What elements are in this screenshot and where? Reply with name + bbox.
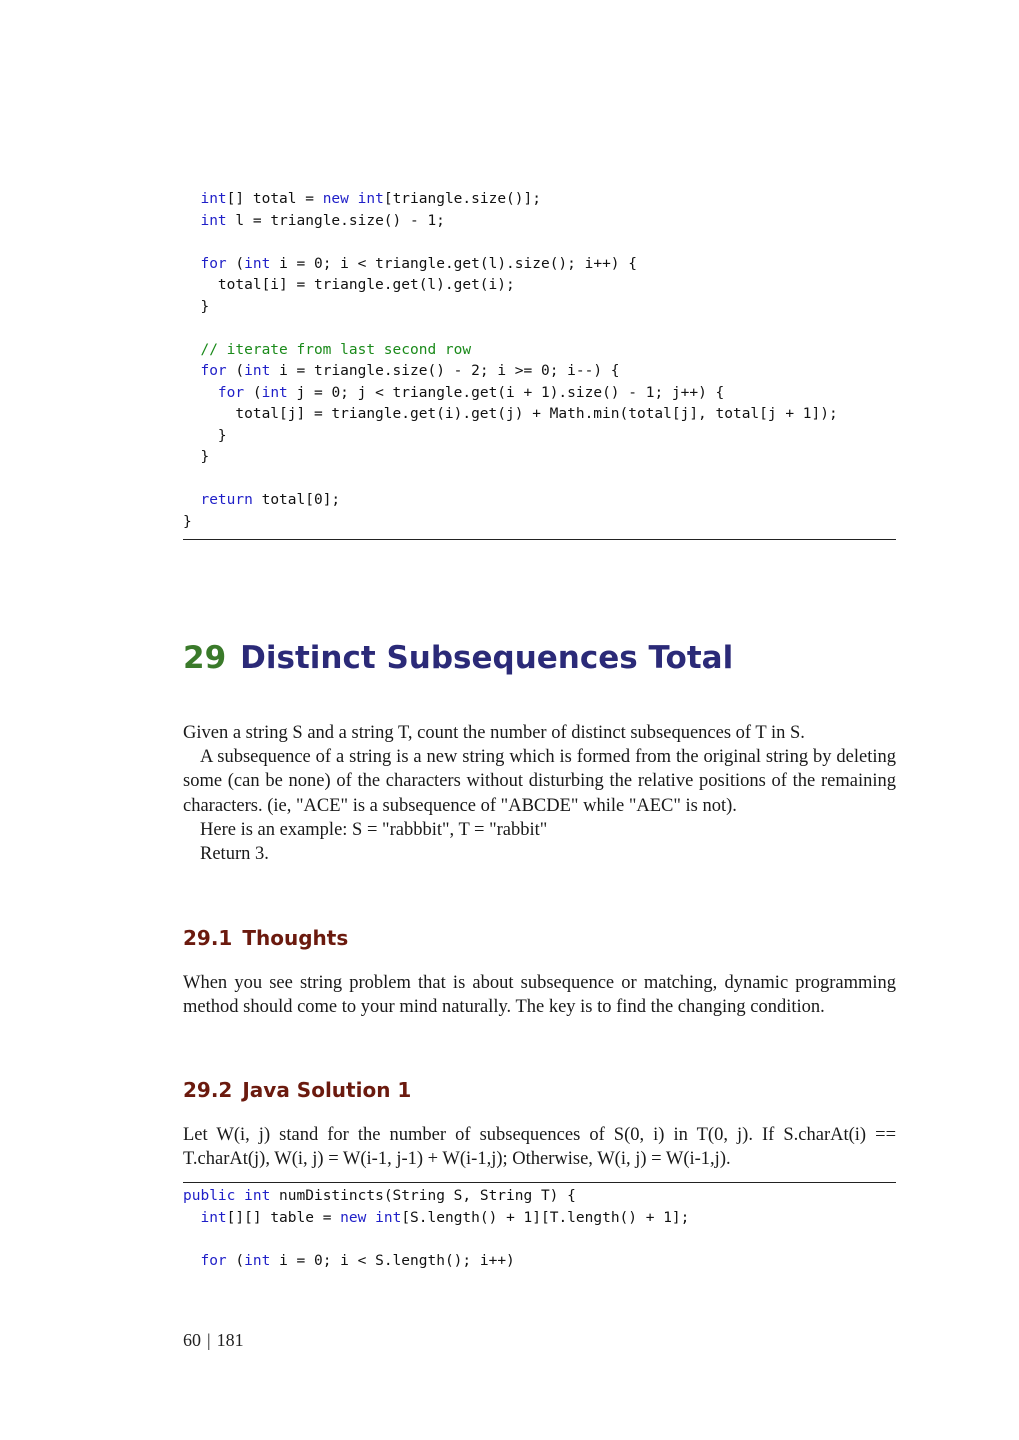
intro-text xyxy=(183,721,896,866)
code-token: for xyxy=(200,363,227,379)
code-token xyxy=(183,342,200,358)
code-token: for xyxy=(200,255,227,272)
code-token: int xyxy=(244,363,271,379)
code-token: l = triangle.size() - 1; xyxy=(226,212,445,229)
code-line xyxy=(183,404,838,426)
code-token: int xyxy=(244,255,271,272)
intro-paragraph-2: A subsequence of a string is a new string which is formed from the original string by deleting some (can be none) of the characters without disturbing the relative positions of the remaining characters. (ie, "ACE" is a subsequence of "ABCDE" while "AEC" is not). xyxy=(183,747,896,816)
code-token xyxy=(183,256,200,272)
section-title: Thoughts xyxy=(242,926,349,950)
code-token xyxy=(183,492,200,508)
section-heading-java-solution xyxy=(183,1078,411,1102)
chapter-heading xyxy=(183,640,733,676)
section-title: Java Solution 1 xyxy=(242,1078,412,1102)
code-token: int xyxy=(261,384,288,401)
code-token: public xyxy=(183,1188,236,1204)
code-token: } xyxy=(183,449,210,465)
code-token xyxy=(183,1210,200,1226)
code-token xyxy=(183,1253,200,1269)
code-token: } xyxy=(183,298,210,315)
code-token: for xyxy=(217,384,245,401)
page-footer xyxy=(183,1330,244,1351)
solution-text xyxy=(183,1123,896,1171)
code-token xyxy=(349,191,358,207)
code-token xyxy=(366,1210,375,1226)
code-token: for xyxy=(200,1252,227,1269)
code-token: new xyxy=(340,1209,367,1226)
chapter-number: 29 xyxy=(183,640,227,676)
code-token: [S.length() + 1][T.length() + 1]; xyxy=(401,1209,690,1226)
code-token: new xyxy=(322,191,349,207)
code-token: total[i] = triangle.get(l).get(i); xyxy=(183,277,515,293)
code-line xyxy=(183,297,838,319)
code-line xyxy=(183,426,838,448)
code-token: int xyxy=(200,212,227,229)
intro-example: Here is an example: S = "rabbbit", T = "rabbit" xyxy=(200,819,548,840)
code-line xyxy=(183,1186,689,1208)
code-block-bottom xyxy=(183,1186,689,1272)
code-token xyxy=(235,1188,244,1204)
code-token: int xyxy=(200,1209,227,1226)
code-token: total[0]; xyxy=(252,492,341,508)
code-token: } xyxy=(183,513,192,530)
code-line xyxy=(183,512,838,534)
code-token: [][] table = xyxy=(226,1209,341,1226)
section-number: 29.2 xyxy=(183,1078,233,1102)
section-number: 29.1 xyxy=(183,926,233,950)
code-line xyxy=(183,254,838,276)
code-token: [triangle.size()]; xyxy=(383,191,541,207)
code-token: ( xyxy=(244,384,262,401)
code-token: numDistincts(String S, String T) { xyxy=(270,1188,576,1204)
code-block-top xyxy=(183,189,838,533)
code-line xyxy=(183,189,838,211)
code-token: total[j] = triangle.get(i).get(j) + Math.min(total[j], total[j + 1]); xyxy=(183,406,838,422)
page-number: 60 xyxy=(183,1330,201,1350)
code-line xyxy=(183,361,838,383)
code-token: return xyxy=(200,492,253,508)
code-line xyxy=(183,211,838,233)
code-token: ( xyxy=(226,255,245,272)
code-token: ( xyxy=(226,363,245,379)
code-token: int xyxy=(244,1252,271,1269)
code-token: int xyxy=(200,191,227,207)
code-token: ( xyxy=(226,1252,245,1269)
code-token: j = 0; j < triangle.get(i + 1).size() - 1; j++) { xyxy=(287,384,725,401)
solution-paragraph: Let W(i, j) stand for the number of subsequences of S(0, i) in T(0, j). If S.charAt(i) == T.charAt(j), W(i, j) = W(i-1, j-1) + W(i-1,j); Otherwise, W(i, j) = W(i-1,j). xyxy=(183,1125,896,1170)
code-token: // iterate from last second row xyxy=(200,341,472,358)
code-line xyxy=(183,1251,689,1273)
code-line xyxy=(183,232,838,254)
code-token: int xyxy=(244,1188,271,1204)
code-token: i = 0; i < S.length(); i++) xyxy=(270,1252,515,1269)
code-token: } xyxy=(183,427,227,444)
code-token: int xyxy=(375,1209,402,1226)
intro-paragraph-1: Given a string S and a string T, count the number of distinct subsequences of T in S. xyxy=(183,723,805,743)
code-token: i = 0; i < triangle.get(l).size(); i++) { xyxy=(270,255,637,272)
code-token xyxy=(183,385,218,401)
code-line xyxy=(183,383,838,405)
code-token xyxy=(183,191,200,207)
code-token: int xyxy=(357,191,384,207)
code-line xyxy=(183,1208,689,1230)
footer-separator: | xyxy=(207,1330,211,1350)
code-token xyxy=(183,213,200,229)
code-token: i = triangle.size() - 2; i >= 0; i--) { xyxy=(270,363,620,379)
code-line xyxy=(183,447,838,469)
thoughts-paragraph: When you see string problem that is about subsequence or matching, dynamic programming method should come to your mind naturally. The key is to find the changing condition. xyxy=(183,973,896,1018)
code-token: [] total = xyxy=(226,191,323,207)
code-block-bottom-rule xyxy=(183,539,896,540)
code-block-top-rule xyxy=(183,1182,896,1183)
code-line xyxy=(183,1229,689,1251)
code-token xyxy=(183,363,200,379)
code-line xyxy=(183,275,838,297)
code-line xyxy=(183,340,838,362)
thoughts-text xyxy=(183,971,896,1019)
code-line xyxy=(183,490,838,512)
code-line xyxy=(183,469,838,491)
page-total: 181 xyxy=(216,1330,244,1350)
code-line xyxy=(183,318,838,340)
chapter-title: Distinct Subsequences Total xyxy=(240,640,734,676)
intro-return: Return 3. xyxy=(200,844,269,865)
section-heading-thoughts xyxy=(183,926,348,950)
